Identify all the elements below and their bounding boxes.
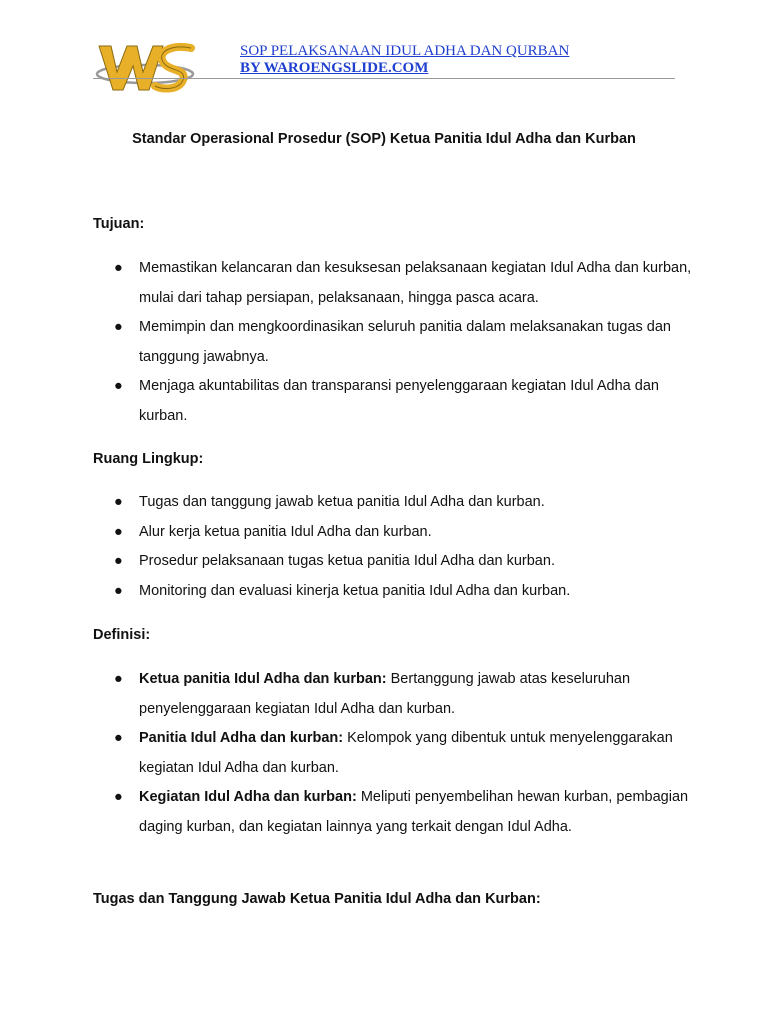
list-item: ● Memimpin dan mengkoordinasikan seluruh panitia dalam melaksanakan tugas dan tanggung jawabnya. — [114, 319, 671, 365]
header-link-sop[interactable]: SOP PELAKSANAAN IDUL ADHA DAN QURBAN — [240, 43, 570, 59]
section-heading-tugas: Tugas dan Tanggung Jawab Ketua Panitia Idul Adha dan Kurban: — [93, 891, 541, 907]
list-item: ● Memastikan kelancaran dan kesuksesan pelaksanaan kegiatan Idul Adha dan kurban, mulai dari tahap persiapan, pelaksanaan, hingga pasca acara. — [114, 260, 692, 306]
list-item: ● Ketua panitia Idul Adha dan kurban: Bertanggung jawab atas keseluruhan penyelenggaraan kegiatan Idul Adha dan kurban. — [114, 671, 631, 717]
waroengslide-logo — [93, 42, 197, 94]
list-item: ● Alur kerja ketua panitia Idul Adha dan kurban. — [114, 523, 432, 540]
section-heading-tujuan: Tujuan: — [93, 216, 145, 232]
header-divider — [93, 78, 675, 79]
tujuan-list — [93, 254, 693, 431]
section-heading-ruang-lingkup: Ruang Lingkup: — [93, 451, 204, 467]
definition-term: Kegiatan Idul Adha dan kurban: — [139, 789, 357, 805]
list-item: ● Panitia Idul Adha dan kurban: Kelompok yang dibentuk untuk menyelenggarakan kegiatan Idul Adha dan kurban. — [114, 730, 673, 776]
list-item: ● Prosedur pelaksanaan tugas ketua panitia Idul Adha dan kurban. — [114, 553, 555, 569]
header-links — [240, 43, 569, 77]
header-link-website[interactable]: BY WAROENGSLIDE.COM — [240, 60, 429, 76]
definition-term: Panitia Idul Adha dan kurban: — [139, 730, 344, 746]
definisi-list — [93, 665, 693, 842]
list-item: ● Tugas dan tanggung jawab ketua panitia Idul Adha dan kurban. — [114, 494, 545, 510]
section-heading-definisi: Definisi: — [93, 627, 151, 643]
definition-term: Ketua panitia Idul Adha dan kurban: — [139, 671, 387, 687]
list-item: ● Monitoring dan evaluasi kinerja ketua panitia Idul Adha dan kurban. — [114, 582, 571, 599]
document-title: Standar Operasional Prosedur (SOP) Ketua Panitia Idul Adha dan Kurban — [132, 131, 636, 147]
ruang-lingkup-list — [93, 488, 693, 606]
list-item: ● Menjaga akuntabilitas dan transparansi penyelenggaraan kegiatan Idul Adha dan kurban. — [114, 378, 659, 424]
list-item: ● Kegiatan Idul Adha dan kurban: Meliputi penyembelihan hewan kurban, pembagian daging kurban, dan kegiatan lainnya yang terkait dengan Idul Adha. — [114, 789, 689, 835]
